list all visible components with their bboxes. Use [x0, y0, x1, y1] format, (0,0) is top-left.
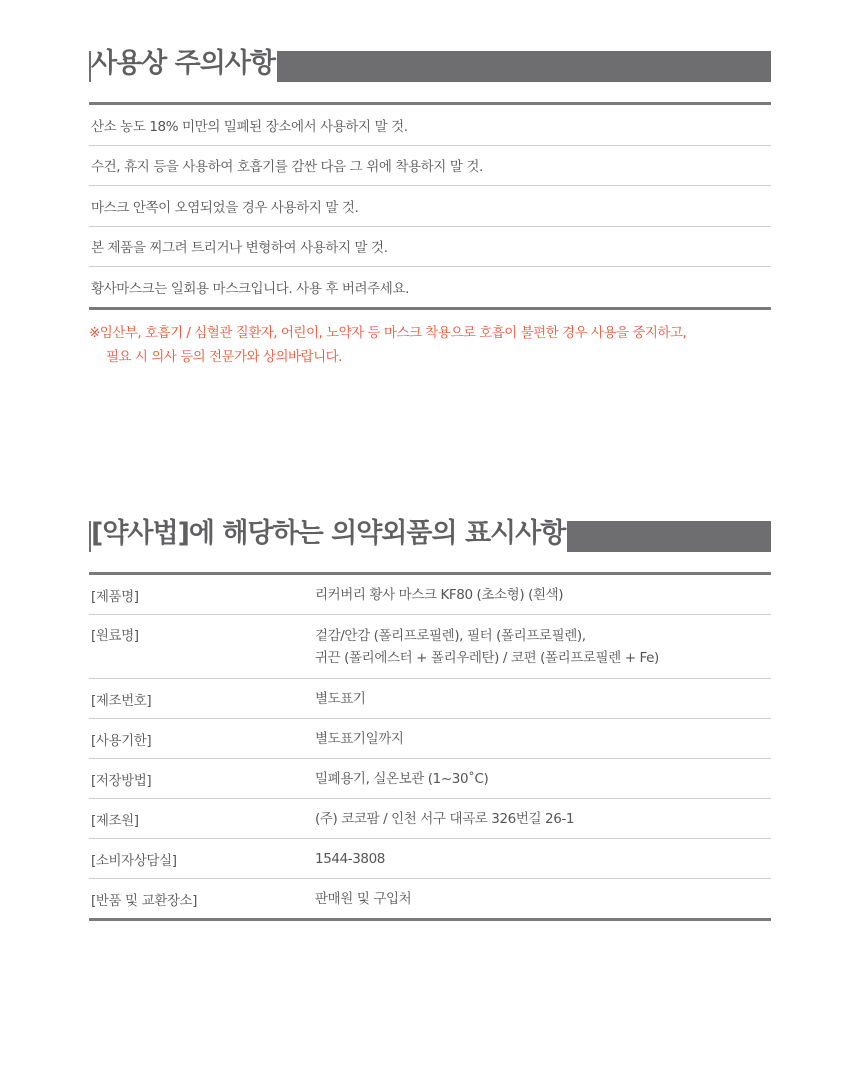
warning-line-1: ※임산부, 호흡기 / 심혈관 질환자, 어린이, 노약자 등 마스크 착용으로 호흡이 불편한 경우 사용을 중지하고, — [89, 324, 687, 341]
table-row — [89, 718, 771, 758]
labeling-banner — [89, 518, 771, 552]
table-row — [89, 614, 771, 678]
row-value: 판매원 및 구입처 — [315, 890, 412, 907]
caution-title: 사용상 주의사항 — [91, 45, 277, 82]
caution-section — [89, 48, 771, 369]
row-label: [사용기한] — [91, 732, 152, 749]
row-label: [제조원] — [91, 812, 139, 829]
row-label: [소비자상담실] — [91, 852, 177, 869]
table-row — [89, 798, 771, 838]
row-value: 1544-3808 — [315, 850, 385, 867]
table-row — [89, 758, 771, 798]
row-value: 별도표기일까지 — [315, 730, 404, 747]
row-label: [제조번호] — [91, 692, 152, 709]
row-label: [원료명] — [91, 628, 139, 644]
caution-item: 황사마스크는 일회용 마스크입니다. 사용 후 버려주세요. — [89, 266, 771, 307]
caution-warning — [89, 321, 771, 369]
table-row — [89, 878, 771, 918]
row-value: (주) 코코팜 / 인천 서구 대곡로 326번길 26-1 — [315, 810, 575, 827]
row-value: 별도표기 — [315, 690, 366, 707]
caution-item: 수건, 휴지 등을 사용하여 호흡기를 감싼 다음 그 위에 착용하지 말 것. — [89, 145, 771, 186]
labeling-section — [89, 518, 771, 921]
caution-item: 본 제품을 찌그려 트리거나 변형하여 사용하지 말 것. — [89, 226, 771, 267]
table-row — [89, 575, 771, 614]
warning-line-2: 필요 시 의사 등의 전문가와 상의바랍니다. — [106, 348, 342, 365]
labeling-table — [89, 572, 771, 921]
row-label: [저장방법] — [91, 772, 152, 789]
row-value-line-1: 겉감/안감 (폴리프로필렌), 필터 (폴리프로필렌), — [315, 627, 586, 644]
caution-item: 산소 농도 18% 미만의 밀폐된 장소에서 사용하지 말 것. — [91, 118, 408, 135]
row-value: 밀폐용기, 실온보관 (1~30˚C) — [315, 770, 489, 787]
row-label: [반품 및 교환장소] — [91, 892, 198, 909]
caution-banner — [89, 48, 771, 82]
caution-item: 마스크 안쪽이 오염되었을 경우 사용하지 말 것. — [89, 185, 771, 226]
labeling-title: [약사법]에 해당하는 의약외품의 표시사항 — [91, 515, 567, 552]
table-row — [89, 678, 771, 718]
row-value: 리커버리 황사 마스크 KF80 (초소형) (흰색) — [315, 586, 564, 603]
table-row — [89, 838, 771, 878]
row-label: [제품명] — [91, 588, 139, 605]
row-value-line-2: 귀끈 (폴리에스터 + 폴리우레탄) / 코편 (폴리프로필렌 + Fe) — [315, 649, 659, 666]
row-value — [315, 625, 771, 669]
caution-list — [89, 102, 771, 310]
